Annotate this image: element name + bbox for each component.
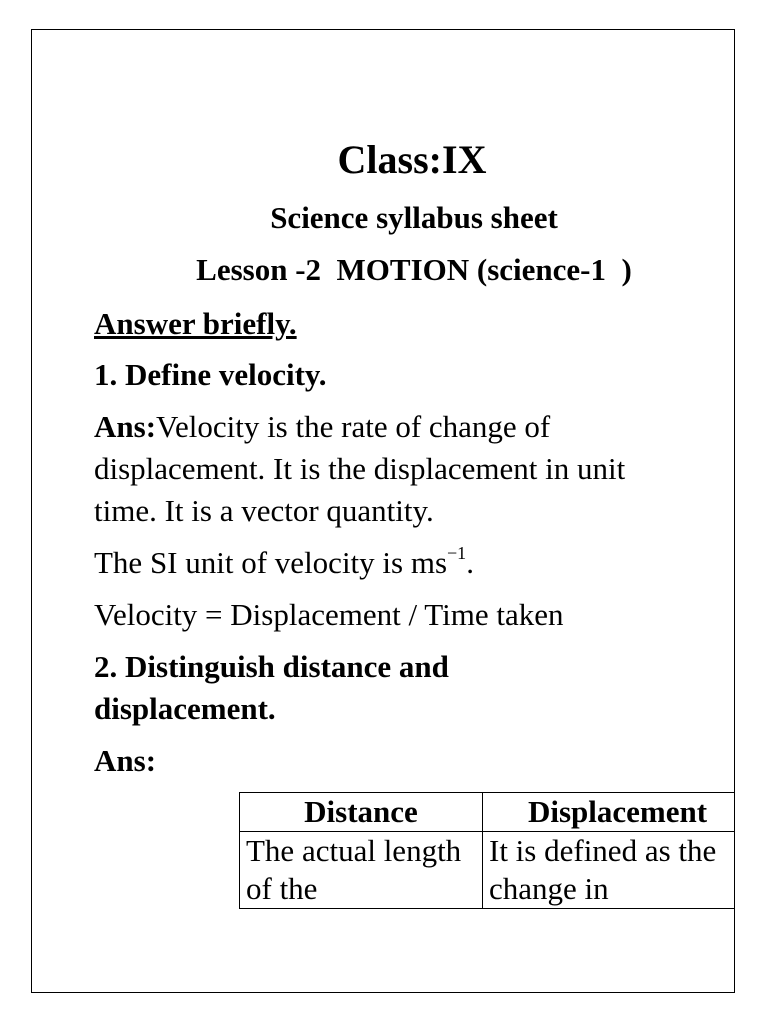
table-header-row [240, 793, 736, 832]
table-header-displacement: Displacement [483, 793, 736, 832]
table-cell-distance-text: The actual length of the [246, 833, 462, 906]
si-unit-text: The SI unit of velocity is ms [94, 545, 448, 580]
table-cell-distance [240, 832, 483, 909]
table-header-distance: Distance [240, 793, 483, 832]
question-1: 1. Define velocity. [94, 357, 327, 392]
answer-1-text: Velocity is the rate of change of displacement. It is the displacement in unit time. It is a vector quantity. [94, 409, 626, 528]
page-title: Class:IX [337, 137, 487, 182]
question-2: 2. Distinguish distance and displacement. [94, 649, 449, 726]
page-frame [31, 29, 735, 993]
lesson-heading: Lesson -2 MOTION (science-1 ) [196, 252, 632, 287]
velocity-formula: Velocity = Displacement / Time taken [94, 597, 564, 632]
comparison-table [239, 792, 735, 909]
answer-2-label: Ans: [94, 743, 157, 778]
si-unit-exponent: −1 [447, 543, 467, 563]
si-unit-end: . [466, 545, 474, 580]
table-row [240, 832, 736, 909]
answer-1 [94, 406, 694, 532]
table-cell-displacement [483, 832, 736, 909]
answer-1-label: Ans: [94, 409, 157, 444]
page-subtitle: Science syllabus sheet [270, 200, 558, 235]
section-heading: Answer briefly. [94, 306, 297, 341]
si-unit-line [94, 542, 694, 584]
table-cell-displacement-text: It is defined as the change in [489, 833, 717, 906]
